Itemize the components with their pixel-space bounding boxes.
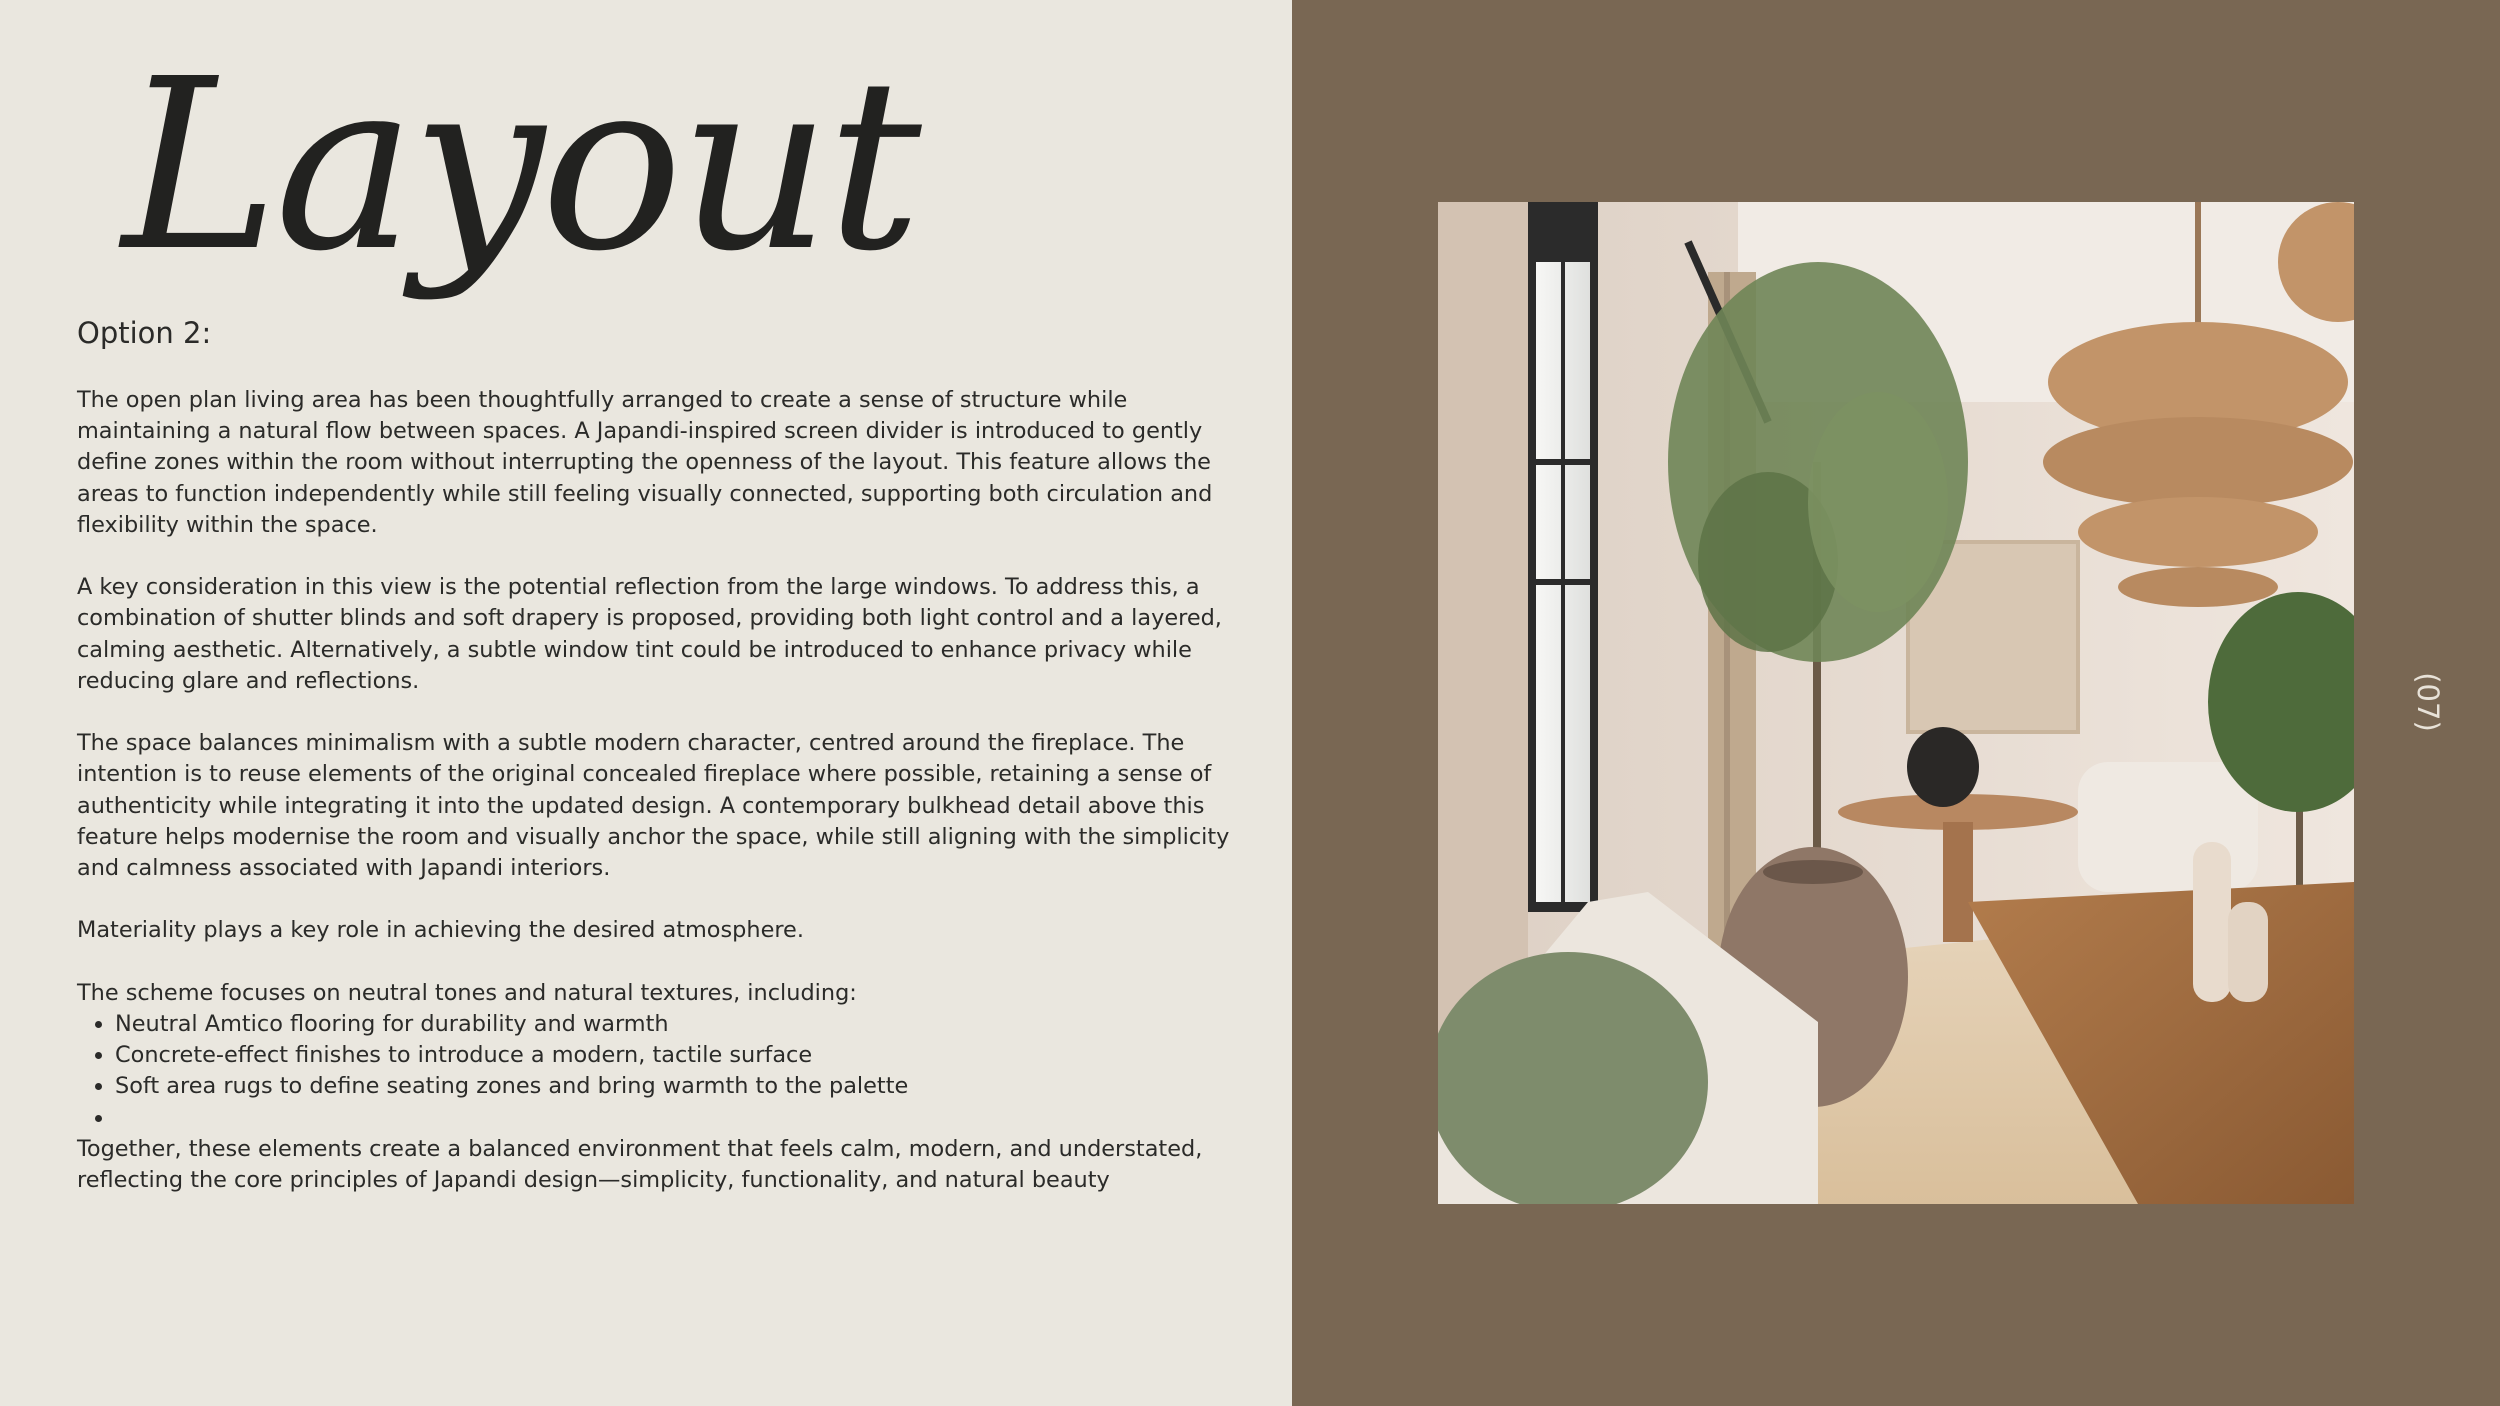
- page-number: (07): [2411, 672, 2445, 732]
- list-item: [115, 1103, 1252, 1134]
- paragraph-windows: A key consideration in this view is the potential reflection from the large windows. To address this, a combination of shutter blinds and soft drapery is proposed, providing both light control and a layered, calming aesthetic. Alternatively, a subtle window tint could be introduced to enhance privacy while reducing glare and reflections.: [77, 574, 1222, 694]
- paragraph-layout: The open plan living area has been thoughtfully arranged to create a sense of structure while maintaining a natural flow between spaces. A Japandi-inspired screen divider is introduced to gently define zones within the room without interrupting the openness of the layout. This feature allows the areas to function independently while still feeling visually connected, supporting both circulation and flexibility within the space.: [77, 387, 1213, 538]
- list-item: • Soft area rugs to define seating zones and bring warmth to the palette: [115, 1071, 1252, 1102]
- option-subtitle: Option 2:: [77, 316, 212, 350]
- scheme-intro: The scheme focuses on neutral tones and natural textures, including:: [77, 979, 857, 1006]
- list-item: • Neutral Amtico flooring for durability and warmth: [115, 1009, 1252, 1040]
- body-text: [77, 385, 1252, 1196]
- list-item: • Concrete-effect finishes to introduce a modern, tactile surface: [115, 1040, 1252, 1071]
- left-wall: [1438, 202, 1528, 1062]
- black-vase: [1907, 727, 1979, 807]
- ceramic-vase: [2193, 842, 2231, 1002]
- side-table-leg: [1943, 822, 1973, 942]
- scheme-list: [77, 1009, 1252, 1134]
- paragraph-fireplace: The space balances minimalism with a subtle modern character, centred around the fireplace. The intention is to reuse elements of the original concealed fireplace where possible, retaining a sense of authenticity while integrating it into the updated design. A contemporary bulkhead detail above this feature helps modernise the room and visually anchor the space, while still aligning with the simplicity and calmness associated with Japandi interiors.: [77, 730, 1230, 882]
- paragraph-materiality: Materiality plays a key role in achieving the desired atmosphere.: [77, 917, 804, 944]
- interior-photo: [1438, 202, 2354, 1204]
- closing-paragraph: Together, these elements create a balanced environment that feels calm, modern, and understated, reflecting the core principles of Japandi design—simplicity, functionality, and natural beauty: [77, 1135, 1203, 1193]
- page-title: Layout: [122, 28, 918, 303]
